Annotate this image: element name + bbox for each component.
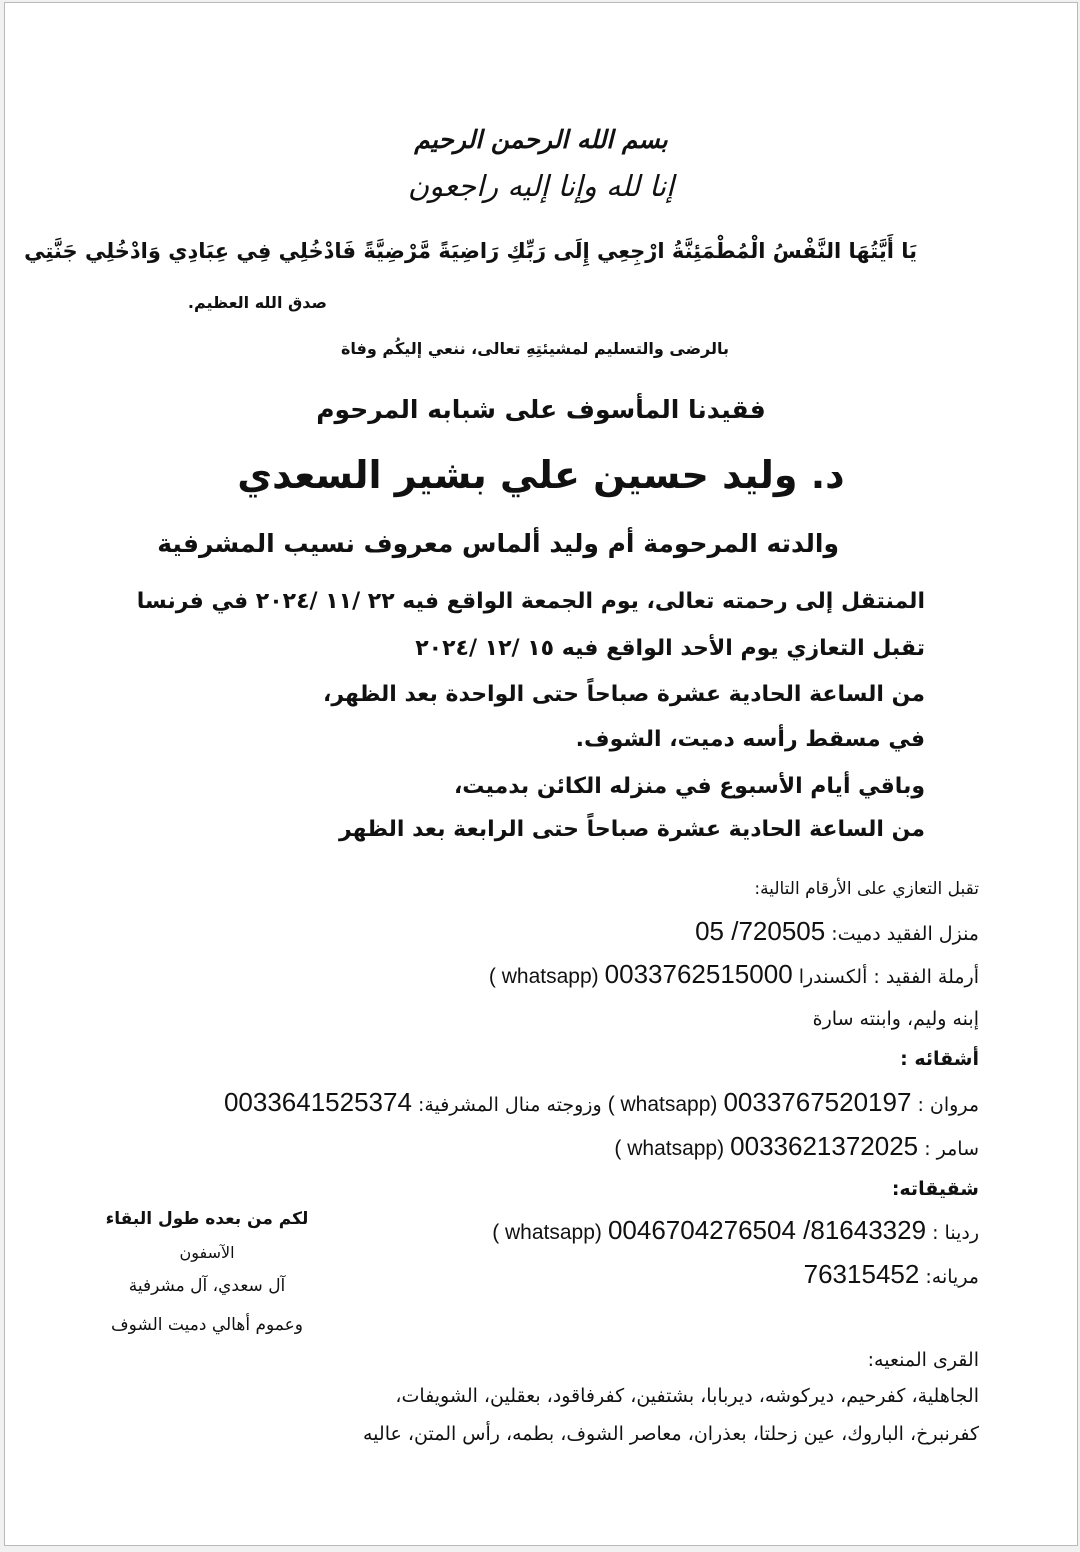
signature-line: وعموم أهالي دميت الشوف [111, 1315, 303, 1335]
phone-number: 05 /720505 [695, 916, 826, 946]
spouse-label: وزوجته منال المشرفية: [417, 1094, 602, 1116]
whatsapp-tag: ( whatsapp) [488, 965, 599, 988]
quran-verse: يَا أَيَّتُهَا النَّفْسُ الْمُطْمَئِنَّةُ ارْجِعِي إِلَى رَبِّكِ رَاضِيَةً مَّرْضِيَّةً فَادْخُلِي فِي عِبَادِي وَادْخُلِي جَنَّتِي [24, 239, 917, 263]
detail-line: وباقي أيام الأسبوع في منزله الكائن بدميت، [453, 774, 925, 799]
phone-number: 0033767520197 [723, 1087, 912, 1117]
signature-line: آل سعدي، آل مشرفية [128, 1276, 286, 1296]
contact-label: مريانه: [925, 1266, 979, 1288]
contact-samer [614, 1131, 979, 1162]
contact-label: أرملة الفقيد : ألكسندرا [798, 966, 979, 988]
villages-title: القرى المنعيه: [867, 1349, 979, 1371]
inna-lillah-heading: إنا لله وإنا إليه راجعون [407, 169, 675, 203]
sadaq-line: صدق الله العظيم. [187, 293, 327, 312]
signature-line: الآسفون [179, 1243, 235, 1262]
villages-line: الجاهلية، كفرحيم، ديركوشه، ديربابا، بشتفين، كفرفاقود، بعقلين، الشويفات، [395, 1385, 979, 1407]
obituary-page [4, 2, 1078, 1546]
whatsapp-tag: ( whatsapp) [492, 1221, 602, 1244]
phone-number: 0033621372025 [730, 1131, 919, 1161]
contact-label: مروان : [917, 1094, 979, 1116]
phone-number: 0033762515000 [604, 959, 793, 989]
contact-marwan [224, 1087, 979, 1118]
villages-line: كفرنبرخ، الباروك، عين زحلتا، بعذران، معاصر الشوف، بطمه، رأس المتن، عاليه [363, 1423, 979, 1445]
contact-home [695, 916, 979, 947]
deceased-name: د. وليد حسين علي بشير السعدي [237, 453, 845, 497]
phone-number: 76315452 [803, 1259, 920, 1289]
detail-line: من الساعة الحادية عشرة صباحاً حتى الرابعة بعد الظهر [339, 817, 925, 842]
detail-line: من الساعة الحادية عشرة صباحاً حتى الواحدة بعد الظهر، [323, 682, 925, 707]
whatsapp-tag: ( whatsapp) [607, 1093, 718, 1116]
contact-rudaina [492, 1215, 979, 1246]
contacts-title: تقبل التعازي على الأرقام التالية: [754, 879, 979, 899]
contact-label: منزل الفقيد دميت: [831, 923, 979, 945]
contact-label: ردينا : [932, 1222, 979, 1244]
detail-line: تقبل التعازي يوم الأحد الواقع فيه ١٥ /١٢ /٢٠٢٤ [415, 636, 925, 661]
phone-number: 0046704276504 /81643329 [607, 1215, 927, 1245]
basmala-heading: بسم الله الرحمن الرحيم [414, 125, 668, 154]
signature-line: لكم من بعده طول البقاء [105, 1209, 309, 1229]
detail-line: المنتقل إلى رحمته تعالى، يوم الجمعة الواقع فيه ٢٢ /١١ /٢٠٢٤ في فرنسا [136, 589, 925, 614]
contact-maryana [804, 1259, 979, 1290]
contact-widow [489, 959, 979, 990]
deceased-intro: فقيدنا المأسوف على شبابه المرحوم [316, 395, 766, 424]
detail-line: في مسقط رأسه دميت، الشوف. [575, 727, 925, 752]
whatsapp-tag: ( whatsapp) [614, 1137, 725, 1160]
mother-line: والدته المرحومة أم وليد ألماس معروف نسيب المشرفية [157, 529, 839, 558]
phone-number: 0033641525374 [223, 1087, 412, 1117]
announcement-line: بالرضى والتسليم لمشيئتِهِ تعالى، ننعي إليكُم وفاة [340, 339, 729, 358]
contact-children: إبنه وليم، وابنته سارة [812, 1008, 979, 1030]
brothers-title: أشقائه : [900, 1048, 979, 1070]
sisters-title: شقيقاته: [891, 1178, 979, 1200]
contact-label: سامر : [924, 1138, 979, 1160]
